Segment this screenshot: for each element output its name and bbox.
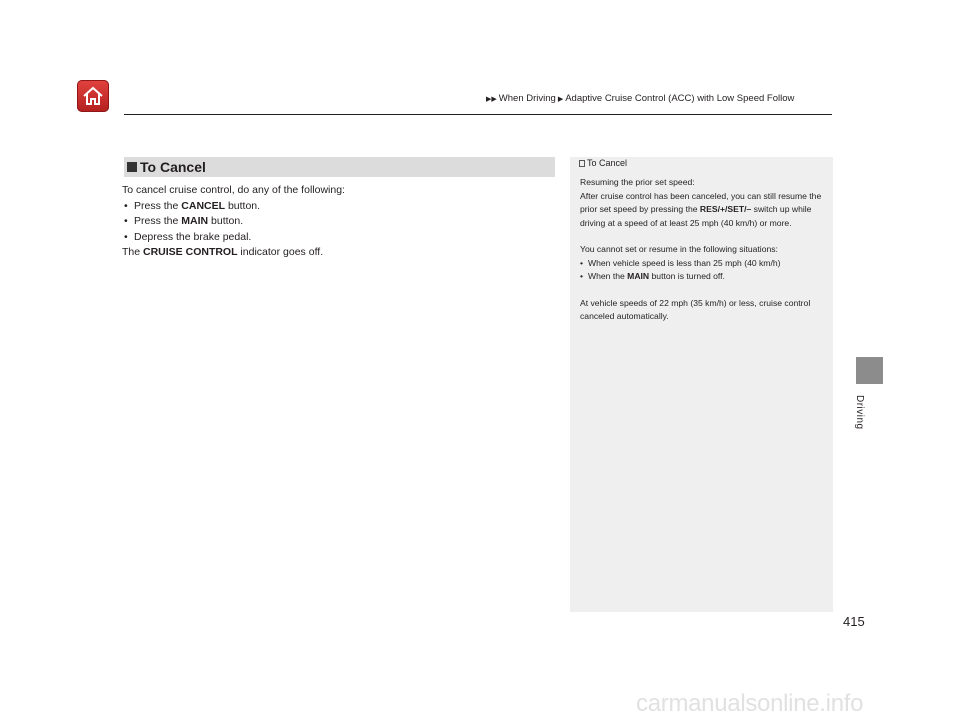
note-icon: [579, 160, 585, 167]
list-text: Press the: [134, 199, 182, 212]
outro-text: [122, 245, 552, 261]
chapter-label: Driving: [854, 395, 865, 430]
sidebar-list-text: button is turned off.: [649, 271, 725, 281]
sidebar-text: You cannot set or resume in the following situations:: [580, 244, 778, 254]
watermark: carmanualsonline.info: [636, 690, 864, 717]
section-title: To Cancel: [140, 159, 206, 175]
button-name: MAIN: [181, 215, 209, 227]
breadcrumb: [486, 93, 794, 104]
sidebar-text: Resuming the prior set speed:: [580, 177, 695, 187]
list-text: button.: [208, 215, 244, 227]
breadcrumb-arrow-icon: ▶▶: [486, 95, 497, 103]
switch-name: RES/+/SET/–: [699, 204, 752, 214]
spacer: [580, 230, 828, 243]
bullet-icon: •: [580, 257, 584, 268]
sidebar-note: [570, 157, 833, 612]
breadcrumb-arrow-icon: ▶: [557, 95, 564, 103]
bullet-icon: •: [124, 230, 128, 243]
header-rule: [124, 114, 832, 115]
section-body: [122, 183, 552, 261]
sidebar-title: To Cancel: [587, 158, 628, 168]
bullet-icon: •: [124, 215, 128, 227]
list-item: [122, 199, 552, 215]
sidebar-list-item: [580, 257, 828, 271]
home-icon: [82, 85, 104, 107]
list-text: button.: [225, 199, 261, 212]
sidebar-text: At vehicle speeds of 22 mph (35 km/h) or less, cruise control canceled automatically.: [580, 297, 811, 321]
indicator-name: CRUISE CONTROL: [143, 246, 238, 258]
button-name: CANCEL: [181, 199, 226, 212]
sidebar-text: [580, 190, 828, 231]
button-name: MAIN: [627, 271, 650, 281]
sidebar-text-part: switch up while driving at a speed of at least 25 mph (40 km/h) or more.: [580, 204, 812, 228]
list-item: [122, 214, 552, 230]
intro-text: To cancel cruise control, do any of the following:: [122, 184, 345, 196]
chapter-tab[interactable]: [856, 357, 883, 384]
sidebar-body: [580, 176, 828, 324]
outro-post: indicator goes off.: [237, 246, 324, 258]
outro-pre: The: [122, 246, 144, 258]
sidebar-list-text: When the: [588, 271, 628, 281]
sidebar-list-item: [580, 270, 828, 284]
list-text: Press the: [134, 215, 182, 227]
list-text: Depress the brake pedal.: [134, 230, 252, 243]
list-item: [122, 230, 552, 246]
bullet-icon: •: [580, 271, 584, 281]
breadcrumb-item[interactable]: When Driving: [498, 93, 556, 104]
sidebar-list-text: When vehicle speed is less than 25 mph (40 km/h): [588, 257, 781, 268]
section-heading: [124, 157, 555, 177]
section-square-icon: [127, 162, 137, 172]
page-number: 415: [843, 614, 865, 629]
breadcrumb-item[interactable]: Adaptive Cruise Control (ACC) with Low Speed Follow: [565, 93, 795, 104]
home-button[interactable]: [77, 80, 109, 112]
sidebar-text-part: After cruise control has been canceled, you can still resume the prior set speed by pressing the: [580, 190, 822, 214]
spacer: [580, 284, 828, 297]
bullet-icon: •: [124, 199, 128, 212]
sidebar-heading: [579, 158, 627, 168]
